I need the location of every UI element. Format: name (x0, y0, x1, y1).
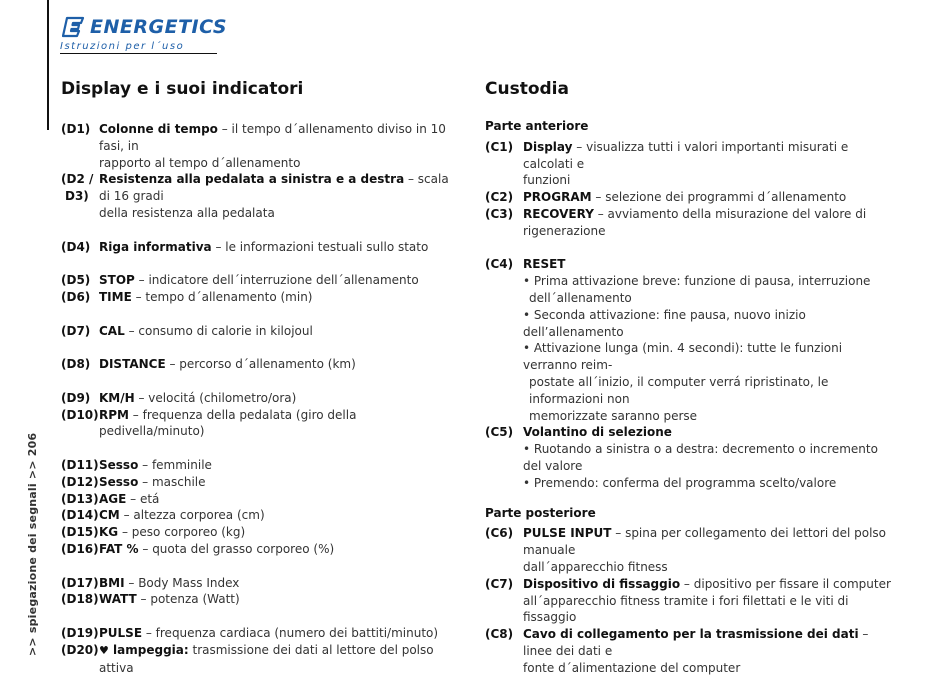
list-item: (D7) CAL – consumo di calorie in kilojoul (61, 323, 313, 338)
left-section-title: Display e i suoi indicatori (61, 79, 304, 99)
list-item: (D5) STOP – indicatore dell´interruzione dell´allenamento (61, 273, 419, 288)
list-item: (D18) WATT – potenza (Watt) (61, 592, 240, 607)
list-item: (D15) KG – peso corporeo (kg) (61, 525, 246, 540)
rear-heading: Parte posteriore (485, 505, 596, 520)
list-item: (D20) ♥ lampeggia: trasmissione dei dati al lettore del polso attiva (61, 642, 434, 675)
list-item: (C8) Cavo di collegamento per la trasmissione dei dati – linee dei dati e fonte d´alimentazione del computer (485, 627, 869, 675)
list-item: (D6) TIME – tempo d´allenamento (min) (61, 289, 313, 304)
list-item: (D10) RPM – frequenza della pedalata (giro della pedivella/minuto) (61, 407, 357, 439)
list-item: (C5) Volantino di selezione • Ruotando a sinistra o a destra: decremento o incremento del valore • Premendo: conferma del programma scelto/valore (485, 425, 878, 490)
list-item: (D14) CM – altezza corporea (cm) (61, 508, 265, 523)
list-item: (D17) BMI – Body Mass Index (61, 575, 240, 590)
list-item: (D1) Colonne di tempo – il tempo d´allenamento diviso in 10 fasi, in rapporto al tempo d´allenamento (61, 122, 446, 170)
list-item: (D2 / D3) Resistenza alla pedalata a sinistra e a destra – scala di 16 gradi della resistenza alla pedalata (61, 172, 449, 220)
list-item: (D12) Sesso – maschile (61, 474, 206, 489)
list-item: (D13) AGE – etá (61, 491, 160, 506)
display-indicators-list (61, 121, 451, 676)
list-item: (C1) Display – visualizza tutti i valori importanti misurati e calcolati e funzioni (485, 139, 849, 188)
housing-list (485, 118, 895, 677)
brand-name: ENERGETICS (90, 16, 228, 38)
section-breadcrumb: >> spiegazione dei segnali >> 206 (26, 432, 39, 656)
list-item: (C2) PROGRAM – selezione dei programmi d´allenamento (485, 190, 847, 205)
brand-logo-icon (62, 15, 86, 39)
heart-icon: ♥ (99, 643, 109, 657)
margin-rule (47, 0, 49, 130)
list-item: (C6) PULSE INPUT – spina per collegamento dei lettori del polso manuale dall´apparecchio fitness (485, 526, 887, 574)
list-item: (C4) RESET • Prima attivazione breve: funzione di pausa, interruzione dell´allenamento • Seconda attivazione: fine pausa, nuovo inizio dell’allenamento • Attivazione lunga (min. 4 secondi): tutte le funzioni verranno reim- postate all´inizio, il computer verrá ripristinato, le informazioni non memorizzate saranno perse (485, 257, 871, 423)
list-item: (D19) PULSE – frequenza cardiaca (numero dei battiti/minuto) (61, 625, 439, 640)
front-heading: Parte anteriore (485, 119, 589, 133)
document-subtitle: Istruzioni per l´uso (60, 41, 217, 54)
list-item: (D11) Sesso – femminile (61, 457, 212, 472)
right-section-title: Custodia (485, 79, 569, 99)
list-item: (D9) KM/H – velocitá (chilometro/ora) (61, 390, 297, 405)
list-item: (D4) Riga informativa – le informazioni testuali sullo stato (61, 239, 429, 254)
brand-logo (62, 15, 228, 41)
list-item: (D8) DISTANCE – percorso d´allenamento (km) (61, 357, 356, 372)
list-item: (C3) RECOVERY – avviamento della misurazione del valore di rigenerazione (485, 206, 867, 238)
list-item: (C7) Dispositivo di fissaggio – dipositivo per fissare il computer all´apparecchio fitness tramite i fori filettati e le viti di fissaggio (485, 576, 891, 625)
list-item: (D16) FAT % – quota del grasso corporeo (%) (61, 541, 335, 556)
